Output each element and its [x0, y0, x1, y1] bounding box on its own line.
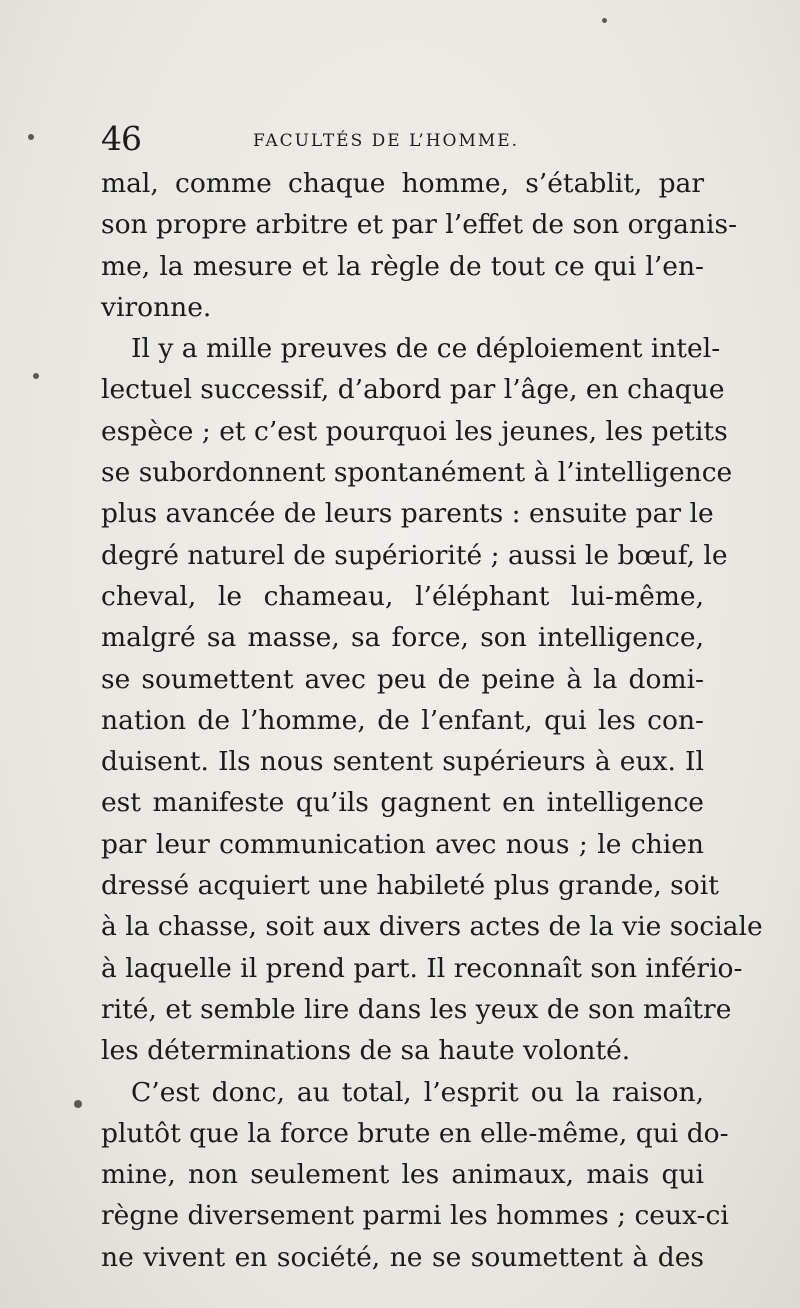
text-line: ne vivent en société, ne se soumettent à des — [101, 1241, 704, 1273]
text-line: plutôt que la force brute en elle-même, qui do- — [101, 1117, 729, 1149]
body-text — [101, 163, 763, 1278]
text-line: degré naturel de supériorité ; aussi le bœuf, le — [101, 539, 728, 571]
text-line: espèce ; et c’est pourquoi les jeunes, les petits — [101, 415, 728, 447]
text-line: lectuel successif, d’abord par l’âge, en chaque — [101, 374, 725, 406]
text-line: se subordonnent spontanément à l’intelligence — [101, 457, 733, 489]
text-line: mine, non seulement les animaux, mais qui — [101, 1159, 704, 1191]
paper-speck — [33, 373, 39, 379]
paper-speck — [602, 18, 607, 23]
text-line: à la chasse, soit aux divers actes de la vie sociale — [101, 911, 763, 943]
paper-speck — [74, 1100, 82, 1108]
page-header — [101, 117, 701, 161]
text-line: se soumettent avec peu de peine à la domi- — [101, 663, 704, 695]
text-line: Il y a mille preuves de ce déploiement intel- — [131, 333, 721, 365]
text-line: cheval, le chameau, l’éléphant lui-même, — [101, 580, 704, 612]
text-line: C’est donc, au total, l’esprit ou la raison, — [131, 1076, 704, 1108]
text-line: par leur communication avec nous ; le chien — [101, 828, 704, 860]
text-line: me, la mesure et la règle de tout ce qui l’en- — [101, 250, 704, 282]
text-line: vironne. — [101, 291, 212, 323]
text-line: malgré sa masse, sa force, son intelligence, — [101, 622, 704, 654]
text-line: mal, comme chaque homme, s’établit, par — [101, 168, 704, 199]
page-number: 46 — [101, 119, 141, 158]
paper-speck — [28, 134, 34, 140]
text-line: règne diversement parmi les hommes ; ceux-ci — [101, 1200, 729, 1232]
text-line: son propre arbitre et par l’effet de son organis- — [101, 209, 738, 241]
text-line: rité, et semble lire dans les yeux de son maître — [101, 993, 732, 1025]
text-line: nation de l’homme, de l’enfant, qui les con- — [101, 704, 704, 736]
text-line: plus avancée de leurs parents : ensuite par le — [101, 498, 714, 530]
text-line: les déterminations de sa haute volonté. — [101, 1035, 631, 1067]
text-line: dressé acquiert une habileté plus grande, soit — [101, 870, 719, 902]
text-line: duisent. Ils nous sentent supérieurs à eux. Il — [101, 746, 704, 778]
text-line: est manifeste qu’ils gagnent en intelligence — [101, 787, 704, 819]
running-title: FACULTÉS DE L’HOMME. — [253, 131, 520, 151]
text-line: à laquelle il prend part. Il reconnaît son infério- — [101, 952, 743, 984]
